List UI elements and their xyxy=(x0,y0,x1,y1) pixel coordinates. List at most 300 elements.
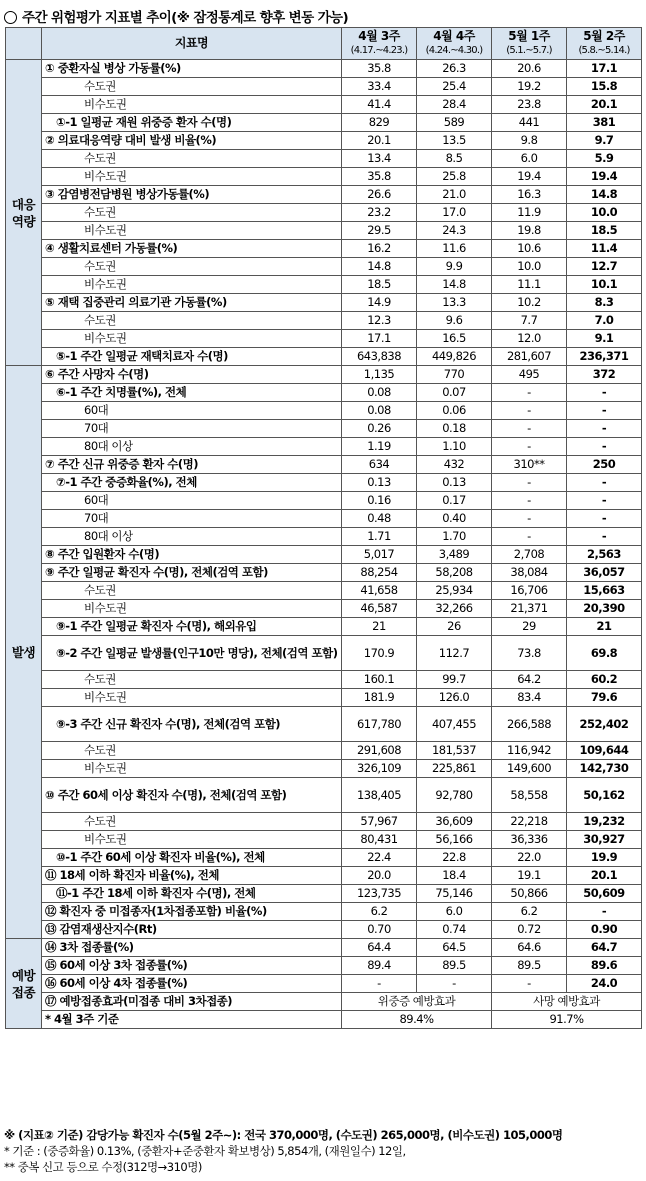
value-cell: 75,146 xyxy=(417,885,492,903)
value-cell: 0.70 xyxy=(342,921,417,939)
value-cell: 50,162 xyxy=(567,778,642,813)
indicator-label: 수도권 xyxy=(42,204,342,222)
indicator-label: ⑬ 감염재생산지수(Rt) xyxy=(42,921,342,939)
table-row xyxy=(6,60,642,78)
indicator-label: ⑪ 18세 이하 확진자 비율(%), 전체 xyxy=(42,867,342,885)
value-cell: - xyxy=(492,528,567,546)
value-cell: 20.1 xyxy=(567,96,642,114)
value-cell: 17.1 xyxy=(567,60,642,78)
value-cell: 60.2 xyxy=(567,671,642,689)
table-row xyxy=(6,636,642,671)
value-cell: 28.4 xyxy=(417,96,492,114)
value-cell: - xyxy=(492,384,567,402)
indicator-label: 수도권 xyxy=(42,312,342,330)
indicator-label: 70대 xyxy=(42,510,342,528)
value-cell: 829 xyxy=(342,114,417,132)
value-cell: 89.5 xyxy=(417,957,492,975)
indicator-label: ⑤-1 주간 일평균 재택치료자 수(명) xyxy=(42,348,342,366)
indicator-label: 비수도권 xyxy=(42,96,342,114)
value-cell: 24.3 xyxy=(417,222,492,240)
indicator-label: ⑪-1 주간 18세 이하 확진자 수(명), 전체 xyxy=(42,885,342,903)
value-cell: - xyxy=(492,402,567,420)
value-cell: 23.2 xyxy=(342,204,417,222)
table-row xyxy=(6,492,642,510)
value-cell: 33.4 xyxy=(342,78,417,96)
value-cell: 25.4 xyxy=(417,78,492,96)
indicator-label: ⑨ 주간 일평균 확진자 수(명), 전체(검역 포함) xyxy=(42,564,342,582)
table-row xyxy=(6,258,642,276)
value-cell: 26 xyxy=(417,618,492,636)
value-cell: 9.8 xyxy=(492,132,567,150)
value-cell: 407,455 xyxy=(417,707,492,742)
value-cell: 0.08 xyxy=(342,384,417,402)
value-cell: 441 xyxy=(492,114,567,132)
value-cell: 8.5 xyxy=(417,150,492,168)
value-cell: 0.48 xyxy=(342,510,417,528)
table-row xyxy=(6,78,642,96)
table-row xyxy=(6,204,642,222)
indicator-label: 수도권 xyxy=(42,671,342,689)
value-cell: 83.4 xyxy=(492,689,567,707)
indicator-label: 비수도권 xyxy=(42,276,342,294)
value-cell: - xyxy=(417,975,492,993)
value-cell: 24.0 xyxy=(567,975,642,993)
header-week: 4월 3주 (4.17.~4.23.) xyxy=(342,28,417,60)
risk-indicator-table xyxy=(5,27,642,1029)
value-cell: 0.18 xyxy=(417,420,492,438)
value-cell: 26.3 xyxy=(417,60,492,78)
value-cell: 73.8 xyxy=(492,636,567,671)
value-cell: 14.9 xyxy=(342,294,417,312)
value-cell: 250 xyxy=(567,456,642,474)
value-cell: 50,609 xyxy=(567,885,642,903)
value-cell: 23.8 xyxy=(492,96,567,114)
effect-death-value: 91.7% xyxy=(492,1011,642,1029)
value-cell: 12.0 xyxy=(492,330,567,348)
value-cell: 10.0 xyxy=(567,204,642,222)
value-cell: 0.90 xyxy=(567,921,642,939)
value-cell: 69.8 xyxy=(567,636,642,671)
value-cell: 0.26 xyxy=(342,420,417,438)
value-cell: 123,735 xyxy=(342,885,417,903)
value-cell: 11.4 xyxy=(567,240,642,258)
table-row xyxy=(6,813,642,831)
value-cell: 21 xyxy=(342,618,417,636)
value-cell: 79.6 xyxy=(567,689,642,707)
value-cell: 19.8 xyxy=(492,222,567,240)
value-cell: 112.7 xyxy=(417,636,492,671)
header-week: 4월 4주 (4.24.~4.30.) xyxy=(417,28,492,60)
table-row xyxy=(6,600,642,618)
value-cell: 17.1 xyxy=(342,330,417,348)
value-cell: 56,166 xyxy=(417,831,492,849)
value-cell: 236,371 xyxy=(567,348,642,366)
value-cell: 126.0 xyxy=(417,689,492,707)
value-cell: 22,218 xyxy=(492,813,567,831)
table-row xyxy=(6,366,642,384)
value-cell: 10.2 xyxy=(492,294,567,312)
indicator-label: ⑧ 주간 입원환자 수(명) xyxy=(42,546,342,564)
value-cell: 57,967 xyxy=(342,813,417,831)
value-cell: 32,266 xyxy=(417,600,492,618)
value-cell: 20.0 xyxy=(342,867,417,885)
table-row xyxy=(6,240,642,258)
category-cell: 예방 접종 xyxy=(6,939,42,1029)
value-cell: 80,431 xyxy=(342,831,417,849)
indicator-label: ⑨-3 주간 신규 확진자 수(명), 전체(검역 포함) xyxy=(42,707,342,742)
value-cell: 109,644 xyxy=(567,742,642,760)
value-cell: 9.7 xyxy=(567,132,642,150)
value-cell: 18.5 xyxy=(567,222,642,240)
value-cell: 22.8 xyxy=(417,849,492,867)
indicator-label: ⑨-1 주간 일평균 확진자 수(명), 해외유입 xyxy=(42,618,342,636)
value-cell: 19.4 xyxy=(492,168,567,186)
value-cell: 36,336 xyxy=(492,831,567,849)
indicator-label: 비수도권 xyxy=(42,600,342,618)
value-cell: 64.6 xyxy=(492,939,567,957)
value-cell: 16.5 xyxy=(417,330,492,348)
value-cell: 9.9 xyxy=(417,258,492,276)
value-cell: 6.2 xyxy=(342,903,417,921)
value-cell: 20.6 xyxy=(492,60,567,78)
value-cell: 281,607 xyxy=(492,348,567,366)
table-row xyxy=(6,186,642,204)
value-cell: 18.5 xyxy=(342,276,417,294)
value-cell: 15,663 xyxy=(567,582,642,600)
value-cell: 1.70 xyxy=(417,528,492,546)
table-row xyxy=(6,456,642,474)
value-cell: 1,135 xyxy=(342,366,417,384)
value-cell: 9.6 xyxy=(417,312,492,330)
value-cell: 1.19 xyxy=(342,438,417,456)
value-cell: - xyxy=(492,975,567,993)
value-cell: 181,537 xyxy=(417,742,492,760)
indicator-label: 수도권 xyxy=(42,813,342,831)
value-cell: - xyxy=(567,492,642,510)
value-cell: 0.13 xyxy=(342,474,417,492)
header-week: 5월 2주 (5.8.~5.14.) xyxy=(567,28,642,60)
indicator-label: 수도권 xyxy=(42,742,342,760)
indicator-label: 수도권 xyxy=(42,258,342,276)
value-cell: 0.06 xyxy=(417,402,492,420)
value-cell: 22.0 xyxy=(492,849,567,867)
value-cell: 21,371 xyxy=(492,600,567,618)
value-cell: - xyxy=(567,474,642,492)
value-cell: 5.9 xyxy=(567,150,642,168)
table-row xyxy=(6,474,642,492)
value-cell: 291,608 xyxy=(342,742,417,760)
value-cell: 0.17 xyxy=(417,492,492,510)
value-cell: 16.2 xyxy=(342,240,417,258)
value-cell: 11.1 xyxy=(492,276,567,294)
value-cell: - xyxy=(342,975,417,993)
value-cell: 22.4 xyxy=(342,849,417,867)
table-row xyxy=(6,384,642,402)
value-cell: 16.3 xyxy=(492,186,567,204)
value-cell: 92,780 xyxy=(417,778,492,813)
value-cell: 181.9 xyxy=(342,689,417,707)
value-cell: 99.7 xyxy=(417,671,492,689)
value-cell: 5,017 xyxy=(342,546,417,564)
table-row xyxy=(6,671,642,689)
indicator-label: ② 의료대응역량 대비 발생 비율(%) xyxy=(42,132,342,150)
table-row xyxy=(6,582,642,600)
table-row xyxy=(6,438,642,456)
indicator-label: 수도권 xyxy=(42,582,342,600)
value-cell: 64.5 xyxy=(417,939,492,957)
value-cell: 170.9 xyxy=(342,636,417,671)
value-cell: 38,084 xyxy=(492,564,567,582)
table-row xyxy=(6,330,642,348)
indicator-label: ⑮ 60세 이상 3차 접종률(%) xyxy=(42,957,342,975)
value-cell: 0.40 xyxy=(417,510,492,528)
value-cell: 20.1 xyxy=(342,132,417,150)
value-cell: 495 xyxy=(492,366,567,384)
value-cell: 0.08 xyxy=(342,402,417,420)
indicator-label: ⑥ 주간 사망자 수(명) xyxy=(42,366,342,384)
value-cell: 10.0 xyxy=(492,258,567,276)
value-cell: 252,402 xyxy=(567,707,642,742)
value-cell: 634 xyxy=(342,456,417,474)
value-cell: 225,861 xyxy=(417,760,492,778)
table-row xyxy=(6,222,642,240)
table-row xyxy=(6,564,642,582)
value-cell: 6.0 xyxy=(417,903,492,921)
footnote-capacity: ※ (지표② 기준) 감당가능 확진자 수(5월 2주~): 전국 370,000명, (수도권) 265,000명, (비수도권) 105,000명 xyxy=(4,1128,563,1142)
value-cell: 381 xyxy=(567,114,642,132)
value-cell: - xyxy=(567,420,642,438)
effect-severe-value: 89.4% xyxy=(342,1011,492,1029)
indicator-label: 80대 이상 xyxy=(42,528,342,546)
footnote-basis: * 기준 : (중증화율) 0.13%, (중환자+준중환자 확보병상) 5,854개, (재원일수) 12일, xyxy=(4,1144,406,1158)
table-row xyxy=(6,975,642,993)
value-cell: 643,838 xyxy=(342,348,417,366)
value-cell: 25.8 xyxy=(417,168,492,186)
table-row xyxy=(6,528,642,546)
value-cell: 9.1 xyxy=(567,330,642,348)
value-cell: 89.6 xyxy=(567,957,642,975)
table-row xyxy=(6,831,642,849)
value-cell: - xyxy=(567,402,642,420)
footnotes xyxy=(4,1127,562,1175)
value-cell: 20.1 xyxy=(567,867,642,885)
value-cell: 432 xyxy=(417,456,492,474)
table-row xyxy=(6,114,642,132)
effect-basis-label: * 4월 3주 기준 xyxy=(42,1011,342,1029)
value-cell: 7.0 xyxy=(567,312,642,330)
value-cell: 89.5 xyxy=(492,957,567,975)
value-cell: 14.8 xyxy=(342,258,417,276)
value-cell: - xyxy=(492,510,567,528)
table-row xyxy=(6,957,642,975)
table-row xyxy=(6,150,642,168)
value-cell: 6.0 xyxy=(492,150,567,168)
value-cell: - xyxy=(492,420,567,438)
value-cell: 25,934 xyxy=(417,582,492,600)
value-cell: - xyxy=(567,528,642,546)
table-row xyxy=(6,546,642,564)
value-cell: 1.71 xyxy=(342,528,417,546)
indicator-label: ⑰ 예방접종효과(미접종 대비 3차접종) xyxy=(42,993,342,1011)
circle-bullet-icon xyxy=(4,11,17,24)
value-cell: 64.7 xyxy=(567,939,642,957)
value-cell: 8.3 xyxy=(567,294,642,312)
value-cell: 18.4 xyxy=(417,867,492,885)
value-cell: 0.13 xyxy=(417,474,492,492)
value-cell: - xyxy=(567,903,642,921)
indicator-label: ④ 생활치료센터 가동률(%) xyxy=(42,240,342,258)
value-cell: - xyxy=(567,438,642,456)
table-row xyxy=(6,168,642,186)
value-cell: 0.74 xyxy=(417,921,492,939)
value-cell: 64.2 xyxy=(492,671,567,689)
footnote-correction: ** 중복 신고 등으로 수정(312명→310명) xyxy=(4,1160,202,1174)
value-cell: - xyxy=(492,474,567,492)
table-row xyxy=(6,921,642,939)
indicator-label: ⑨-2 주간 일평균 발생률(인구10만 명당), 전체(검역 포함) xyxy=(42,636,342,671)
value-cell: 12.7 xyxy=(567,258,642,276)
value-cell: 50,866 xyxy=(492,885,567,903)
value-cell: 35.8 xyxy=(342,168,417,186)
value-cell: 89.4 xyxy=(342,957,417,975)
value-cell: 7.7 xyxy=(492,312,567,330)
value-cell: 13.4 xyxy=(342,150,417,168)
indicator-label: ⑩ 주간 60세 이상 확진자 수(명), 전체(검역 포함) xyxy=(42,778,342,813)
value-cell: 17.0 xyxy=(417,204,492,222)
value-cell: 21.0 xyxy=(417,186,492,204)
value-cell: 21 xyxy=(567,618,642,636)
value-cell: 19.1 xyxy=(492,867,567,885)
value-cell: 11.9 xyxy=(492,204,567,222)
table-row xyxy=(6,849,642,867)
table-row xyxy=(6,618,642,636)
value-cell: 12.3 xyxy=(342,312,417,330)
indicator-label: 비수도권 xyxy=(42,760,342,778)
value-cell: - xyxy=(567,510,642,528)
indicator-label: ⑦-1 주간 중증화율(%), 전체 xyxy=(42,474,342,492)
table-row xyxy=(6,885,642,903)
page-title: 주간 위험평가 지표별 추이(※ 잠정통계로 향후 변동 가능) xyxy=(4,6,348,26)
value-cell: 58,558 xyxy=(492,778,567,813)
value-cell: 41.4 xyxy=(342,96,417,114)
indicator-label: 수도권 xyxy=(42,78,342,96)
value-cell: - xyxy=(492,492,567,510)
table-row xyxy=(6,760,642,778)
indicator-label: ⑯ 60세 이상 4차 접종률(%) xyxy=(42,975,342,993)
value-cell: 29.5 xyxy=(342,222,417,240)
indicator-label: 수도권 xyxy=(42,150,342,168)
value-cell: 26.6 xyxy=(342,186,417,204)
value-cell: 2,708 xyxy=(492,546,567,564)
table-row xyxy=(6,132,642,150)
indicator-label: ①-1 일평균 재원 위중증 환자 수(명) xyxy=(42,114,342,132)
value-cell: 30,927 xyxy=(567,831,642,849)
table-row xyxy=(6,707,642,742)
value-cell: 149,600 xyxy=(492,760,567,778)
value-cell: 2,563 xyxy=(567,546,642,564)
value-cell: 16,706 xyxy=(492,582,567,600)
value-cell: 0.16 xyxy=(342,492,417,510)
indicator-label: 비수도권 xyxy=(42,831,342,849)
effect-death-label: 사망 예방효과 xyxy=(492,993,642,1011)
table-row xyxy=(6,312,642,330)
value-cell: - xyxy=(567,384,642,402)
value-cell: 10.1 xyxy=(567,276,642,294)
effect-severe-label: 위중증 예방효과 xyxy=(342,993,492,1011)
header-week: 5월 1주 (5.1.~5.7.) xyxy=(492,28,567,60)
value-cell: 36,057 xyxy=(567,564,642,582)
table-header-row xyxy=(6,28,642,60)
value-cell: 449,826 xyxy=(417,348,492,366)
indicator-label: 비수도권 xyxy=(42,330,342,348)
indicator-label: ⑤ 재택 집중관리 의료기관 가동률(%) xyxy=(42,294,342,312)
table-row xyxy=(6,348,642,366)
value-cell: - xyxy=(492,438,567,456)
value-cell: 1.10 xyxy=(417,438,492,456)
indicator-label: 70대 xyxy=(42,420,342,438)
value-cell: 58,208 xyxy=(417,564,492,582)
value-cell: 14.8 xyxy=(417,276,492,294)
indicator-label: ① 중환자실 병상 가동률(%) xyxy=(42,60,342,78)
value-cell: 589 xyxy=(417,114,492,132)
value-cell: 617,780 xyxy=(342,707,417,742)
table-row xyxy=(6,903,642,921)
indicator-label: 비수도권 xyxy=(42,168,342,186)
indicator-label: ⑩-1 주간 60세 이상 확진자 비율(%), 전체 xyxy=(42,849,342,867)
header-indicator: 지표명 xyxy=(42,28,342,60)
value-cell: 19.4 xyxy=(567,168,642,186)
value-cell: 13.5 xyxy=(417,132,492,150)
table-row xyxy=(6,420,642,438)
indicator-label: ⑦ 주간 신규 위중증 환자 수(명) xyxy=(42,456,342,474)
value-cell: 88,254 xyxy=(342,564,417,582)
table-row xyxy=(6,96,642,114)
table-row xyxy=(6,939,642,957)
value-cell: 19,232 xyxy=(567,813,642,831)
value-cell: 20,390 xyxy=(567,600,642,618)
indicator-label: 비수도권 xyxy=(42,689,342,707)
value-cell: 10.6 xyxy=(492,240,567,258)
indicator-label: ③ 감염병전담병원 병상가동률(%) xyxy=(42,186,342,204)
indicator-label: 비수도권 xyxy=(42,222,342,240)
value-cell: 372 xyxy=(567,366,642,384)
table-row xyxy=(6,689,642,707)
indicator-label: 80대 이상 xyxy=(42,438,342,456)
table-row xyxy=(6,510,642,528)
value-cell: 29 xyxy=(492,618,567,636)
value-cell: 35.8 xyxy=(342,60,417,78)
table-row xyxy=(6,276,642,294)
category-cell: 발생 xyxy=(6,366,42,939)
indicator-label: ⑫ 확진자 중 미접종자(1차접종포함) 비율(%) xyxy=(42,903,342,921)
value-cell: 19.2 xyxy=(492,78,567,96)
value-cell: 41,658 xyxy=(342,582,417,600)
value-cell: 142,730 xyxy=(567,760,642,778)
table-row xyxy=(6,867,642,885)
value-cell: 138,405 xyxy=(342,778,417,813)
value-cell: 3,489 xyxy=(417,546,492,564)
table-row xyxy=(6,1011,642,1029)
value-cell: 13.3 xyxy=(417,294,492,312)
value-cell: 64.4 xyxy=(342,939,417,957)
value-cell: 0.72 xyxy=(492,921,567,939)
value-cell: 116,942 xyxy=(492,742,567,760)
value-cell: 0.07 xyxy=(417,384,492,402)
indicator-label: 60대 xyxy=(42,402,342,420)
value-cell: 36,609 xyxy=(417,813,492,831)
indicator-label: ⑥-1 주간 치명률(%), 전체 xyxy=(42,384,342,402)
value-cell: 160.1 xyxy=(342,671,417,689)
